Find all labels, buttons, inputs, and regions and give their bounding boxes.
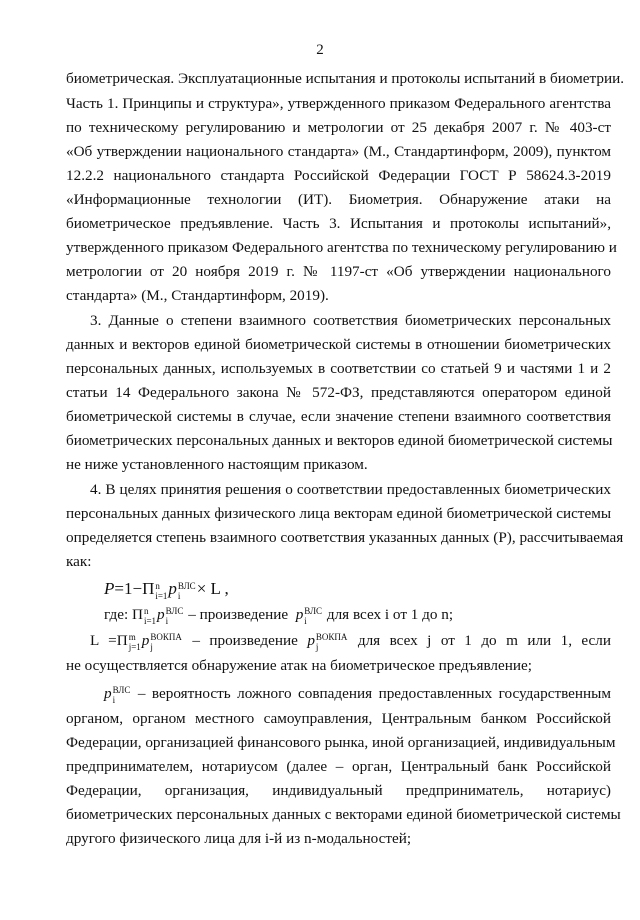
pdef-line: биометрических персональных данных с векторами единой биометрической системы	[66, 806, 621, 823]
paragraph-4-line: как:	[66, 553, 92, 570]
text-line: метрологии от 20 ноября 2019 г. № 1197-ст «Об утверждении национального	[66, 263, 611, 280]
formula-l: L =Π m j=1 p ВОКПА j – произведение p ВОКПА j для всех j от 1 до m или 1, если	[90, 631, 611, 652]
pdef-line: органом, органом местного самоуправления, Центральным банком Российской	[66, 710, 611, 727]
text-line: утвержденного приказом Федерального агентства по техническому регулированию и	[66, 239, 617, 256]
formula-main: P=1−Π n i=1 p ВЛС i × L ,	[104, 579, 229, 601]
text-line: биометрическое предъявление. Часть 3. Испытания и протоколы испытаний»,	[66, 215, 611, 232]
text-line: биометрическая. Эксплуатационные испытания и протоколы испытаний в биометрии.	[66, 70, 624, 87]
paragraph-3-line: данных и векторов единой биометрической системы в отношении биометрических	[66, 336, 611, 353]
paragraph-3-line: не ниже установленного настоящим приказом.	[66, 456, 368, 473]
pdef-first-line: p ВЛС i – вероятность ложного совпадения предоставленных государственным	[104, 684, 611, 705]
paragraph-3-line: биометрической системы в случае, если значение степени взаимного соответствия	[66, 408, 611, 425]
paragraph-4-line: 4. В целях принятия решения о соответствии предоставленных биометрических	[90, 481, 611, 498]
text-line: «Информационные технологии (ИТ). Биометрия. Обнаружение атаки на	[66, 191, 611, 208]
pdef-line: Федерации, организация, индивидуальный предприниматель, нотариус)	[66, 782, 611, 799]
paragraph-4-line: персональных данных физического лица векторам единой биометрической системы	[66, 505, 612, 522]
pdef-line: предпринимателем, нотариусом (далее – орган, Центральный банк Российской	[66, 758, 611, 775]
text-line: 12.2.2 национального стандарта Российской Федерации ГОСТ Р 58624.3-2019	[66, 167, 611, 184]
paragraph-3-line: биометрических персональных данных и векторов единой биометрической системы	[66, 432, 613, 449]
pdef-line: Федерации, организацией финансового рынка, иной организацией, индивидуальным	[66, 734, 616, 751]
text-line: стандарта» (М., Стандартинформ, 2019).	[66, 287, 329, 304]
pdef-line: другого физического лица для i-й из n-модальностей;	[66, 830, 412, 847]
text-line: «Об утверждении национального стандарта» (М., Стандартинформ, 2009), пунктом	[66, 143, 611, 160]
paragraph-3-line: персональных данных, используемых в соответствии со статьей 9 и частями 1 и 2	[66, 360, 611, 377]
text-line: по техническому регулированию и метрологии от 25 декабря 2007 г. № 403-ст	[66, 119, 611, 136]
formula-l-continuation: не осуществляется обнаружение атак на биометрическое предъявление;	[66, 657, 532, 674]
paragraph-4-line: определяется степень взаимного соответствия указанных данных (P), рассчитываемая	[66, 529, 624, 546]
page-number: 2	[316, 42, 324, 58]
paragraph-3-line: 3. Данные о степени взаимного соответствия биометрических персональных	[90, 312, 611, 329]
formula-where: где: Π n i=1 p ВЛС i – произведение p ВЛС i для всех i от 1 до n;	[104, 605, 454, 626]
text-line: Часть 1. Принципы и структура», утвержденного приказом Федерального агентства	[66, 95, 611, 112]
paragraph-3-line: статьи 14 Федерального закона № 572-ФЗ, представляются оператором единой	[66, 384, 611, 401]
